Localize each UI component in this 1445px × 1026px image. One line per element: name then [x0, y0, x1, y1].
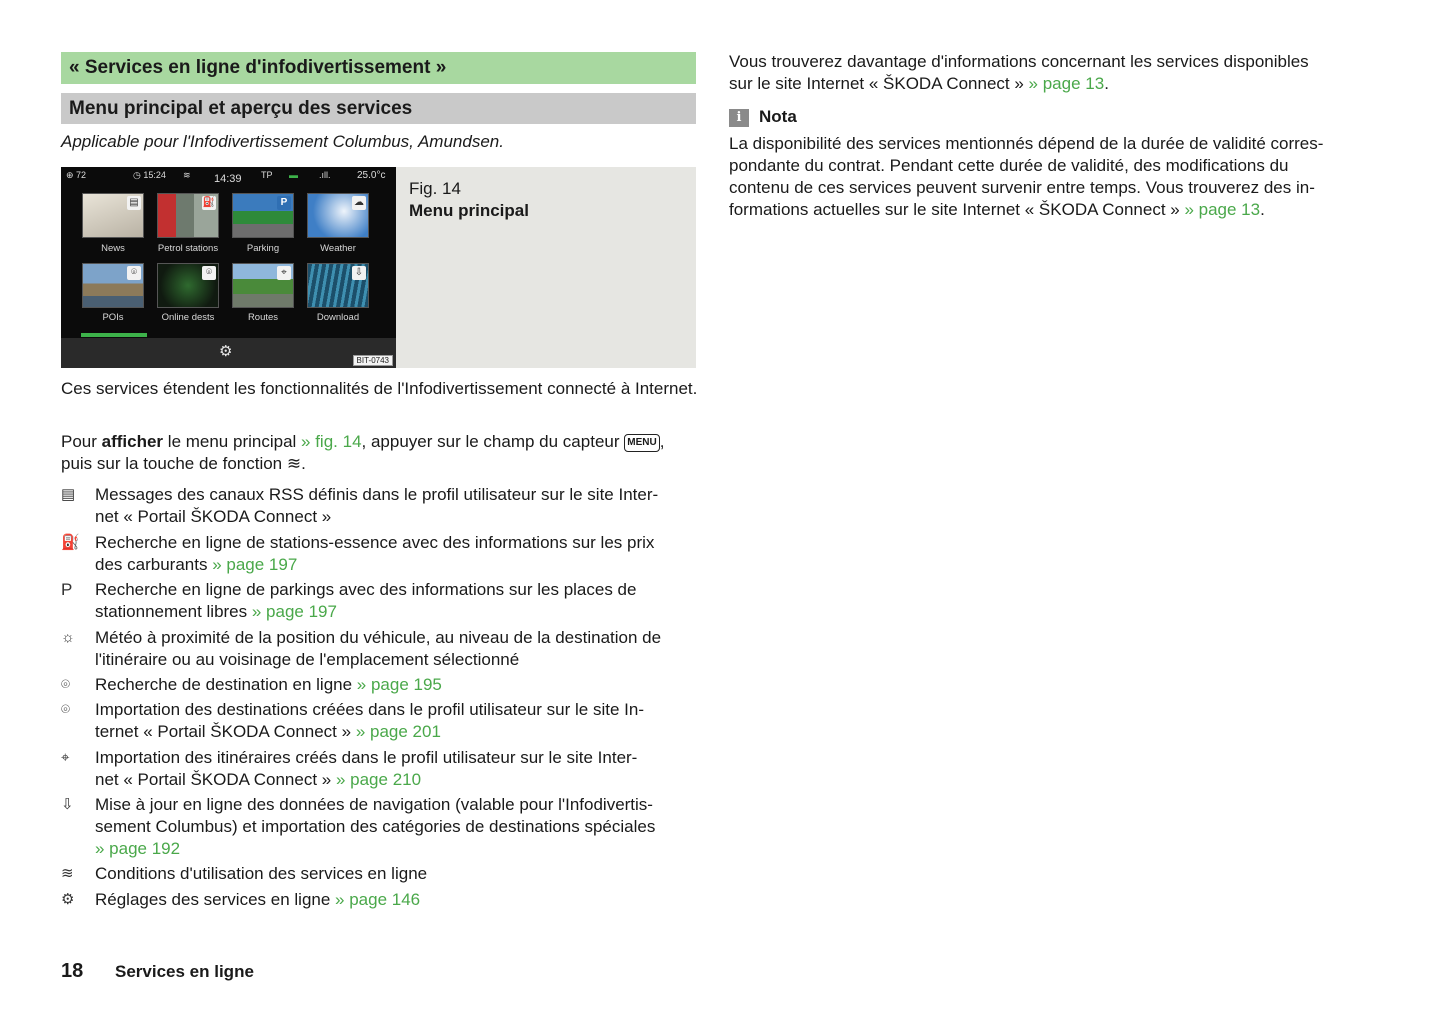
- tile-routes: [232, 263, 294, 308]
- info-icon: i: [729, 109, 749, 127]
- status-temperature: 25.0°c: [357, 170, 386, 181]
- news-icon: ▤: [127, 196, 141, 210]
- tile-label-petrol: Petrol stations: [157, 243, 219, 254]
- fuel-icon: ⛽: [61, 534, 80, 551]
- tile-label-news: News: [101, 243, 125, 254]
- status-bar: [61, 167, 396, 185]
- tile-online-dests: [157, 263, 219, 308]
- tile-petrol: [157, 193, 219, 238]
- nota-paragraph: La disponibilité des services mentionnés dépend de la durée de validité corres- pondante du contrat. Pendant cette durée de validité, des modifications du contenu de ces services peuvent survenir entre temps. Vous trouverez des in- formations actuelles sur le site Internet « ŠKODA Connect » » page 13.: [729, 134, 1324, 219]
- page-link[interactable]: » page 210: [335, 770, 422, 789]
- figure-title: Menu principal: [409, 201, 529, 220]
- fig-link[interactable]: » fig. 14: [301, 432, 362, 451]
- instruction-paragraph: Pour afficher le menu principal » fig. 14, appuyer sur le champ du capteur MENU , puis sur la touche de fonction ≋.: [61, 432, 665, 473]
- status-clock: 14:39: [214, 173, 242, 185]
- pin-icon: ⌾: [127, 266, 141, 280]
- tile-label-weather: Weather: [320, 243, 356, 254]
- online-terms-icon: ≋: [61, 865, 74, 882]
- figure-number: Fig. 14: [409, 179, 461, 198]
- intro-paragraph: Ces services étendent les fonctionnalités de l'Infodivertissement connecté à Internet.: [61, 379, 698, 398]
- status-tp: TP: [261, 170, 273, 180]
- page-link[interactable]: » page 197: [212, 555, 298, 574]
- screen-bottom-bar: [61, 338, 396, 368]
- figure-code: BIT-0743: [353, 355, 393, 366]
- footer-section-title: Services en ligne: [115, 962, 254, 981]
- status-small-time: ◷ 15:24: [133, 170, 166, 180]
- online-services-icon: ≋: [286, 454, 302, 473]
- applicability-note: Applicable pour l'Infodivertissement Columbus, Amundsen.: [61, 132, 504, 151]
- tile-label-download: Download: [316, 312, 360, 323]
- settings-icon: ⚙: [61, 891, 75, 908]
- parking-icon: P: [61, 580, 73, 599]
- map-update-icon: ⇩: [61, 796, 74, 813]
- infotainment-screenshot: [61, 167, 396, 368]
- tile-pois: [82, 263, 144, 308]
- tile-news: [82, 193, 144, 238]
- route-icon: ⌖: [277, 266, 291, 280]
- page-link[interactable]: » page 192: [95, 839, 181, 858]
- page-link[interactable]: » page 13: [1184, 200, 1261, 219]
- page-link[interactable]: » page 197: [251, 602, 337, 621]
- page-link[interactable]: » page 201: [355, 722, 441, 741]
- tile-label-pois: POIs: [102, 312, 124, 323]
- page-link[interactable]: » page 13: [1028, 74, 1105, 93]
- tile-label-parking: Parking: [246, 243, 280, 254]
- weather-icon: ☁: [354, 197, 364, 208]
- tile-label-routes: Routes: [247, 312, 279, 323]
- pin-import-icon: ⌾: [202, 266, 216, 280]
- sub-header: Menu principal et aperçu des services: [61, 93, 696, 124]
- map-update-icon: ⇩: [352, 266, 366, 280]
- menu-key-icon: MENU: [624, 434, 659, 452]
- tile-parking: [232, 193, 294, 238]
- status-temp: ⊕ 72: [66, 170, 87, 180]
- page-link[interactable]: » page 146: [335, 890, 421, 909]
- info-paragraph: Vous trouverez davantage d'informations concernant les services disponibles sur le site Internet « ŠKODA Connect » » page 13.: [729, 52, 1309, 93]
- page-number: 18: [61, 960, 84, 982]
- tile-label-online-dests: Online dests: [161, 312, 215, 323]
- route-icon: ⌖: [61, 749, 70, 766]
- weather-icon: ☼: [61, 629, 75, 646]
- nota-title: Nota: [759, 107, 797, 126]
- signal-icon: .ıll.: [319, 170, 331, 180]
- fuel-icon: ⛽: [202, 197, 216, 208]
- parking-icon: P: [277, 196, 291, 210]
- page-link[interactable]: » page 195: [356, 675, 442, 694]
- active-page-indicator: [81, 333, 147, 337]
- pin-icon: ⌾: [61, 676, 71, 693]
- gear-icon: ⚙: [219, 343, 233, 360]
- wifi-icon: ≋: [183, 170, 191, 180]
- section-header: « Services en ligne d'infodivertissement »: [61, 52, 696, 84]
- news-icon: ▤: [61, 486, 76, 503]
- tile-weather: [307, 193, 369, 238]
- pin-import-icon: ⌾: [61, 701, 71, 718]
- tile-download: [307, 263, 369, 308]
- battery-icon: ▬: [289, 170, 298, 180]
